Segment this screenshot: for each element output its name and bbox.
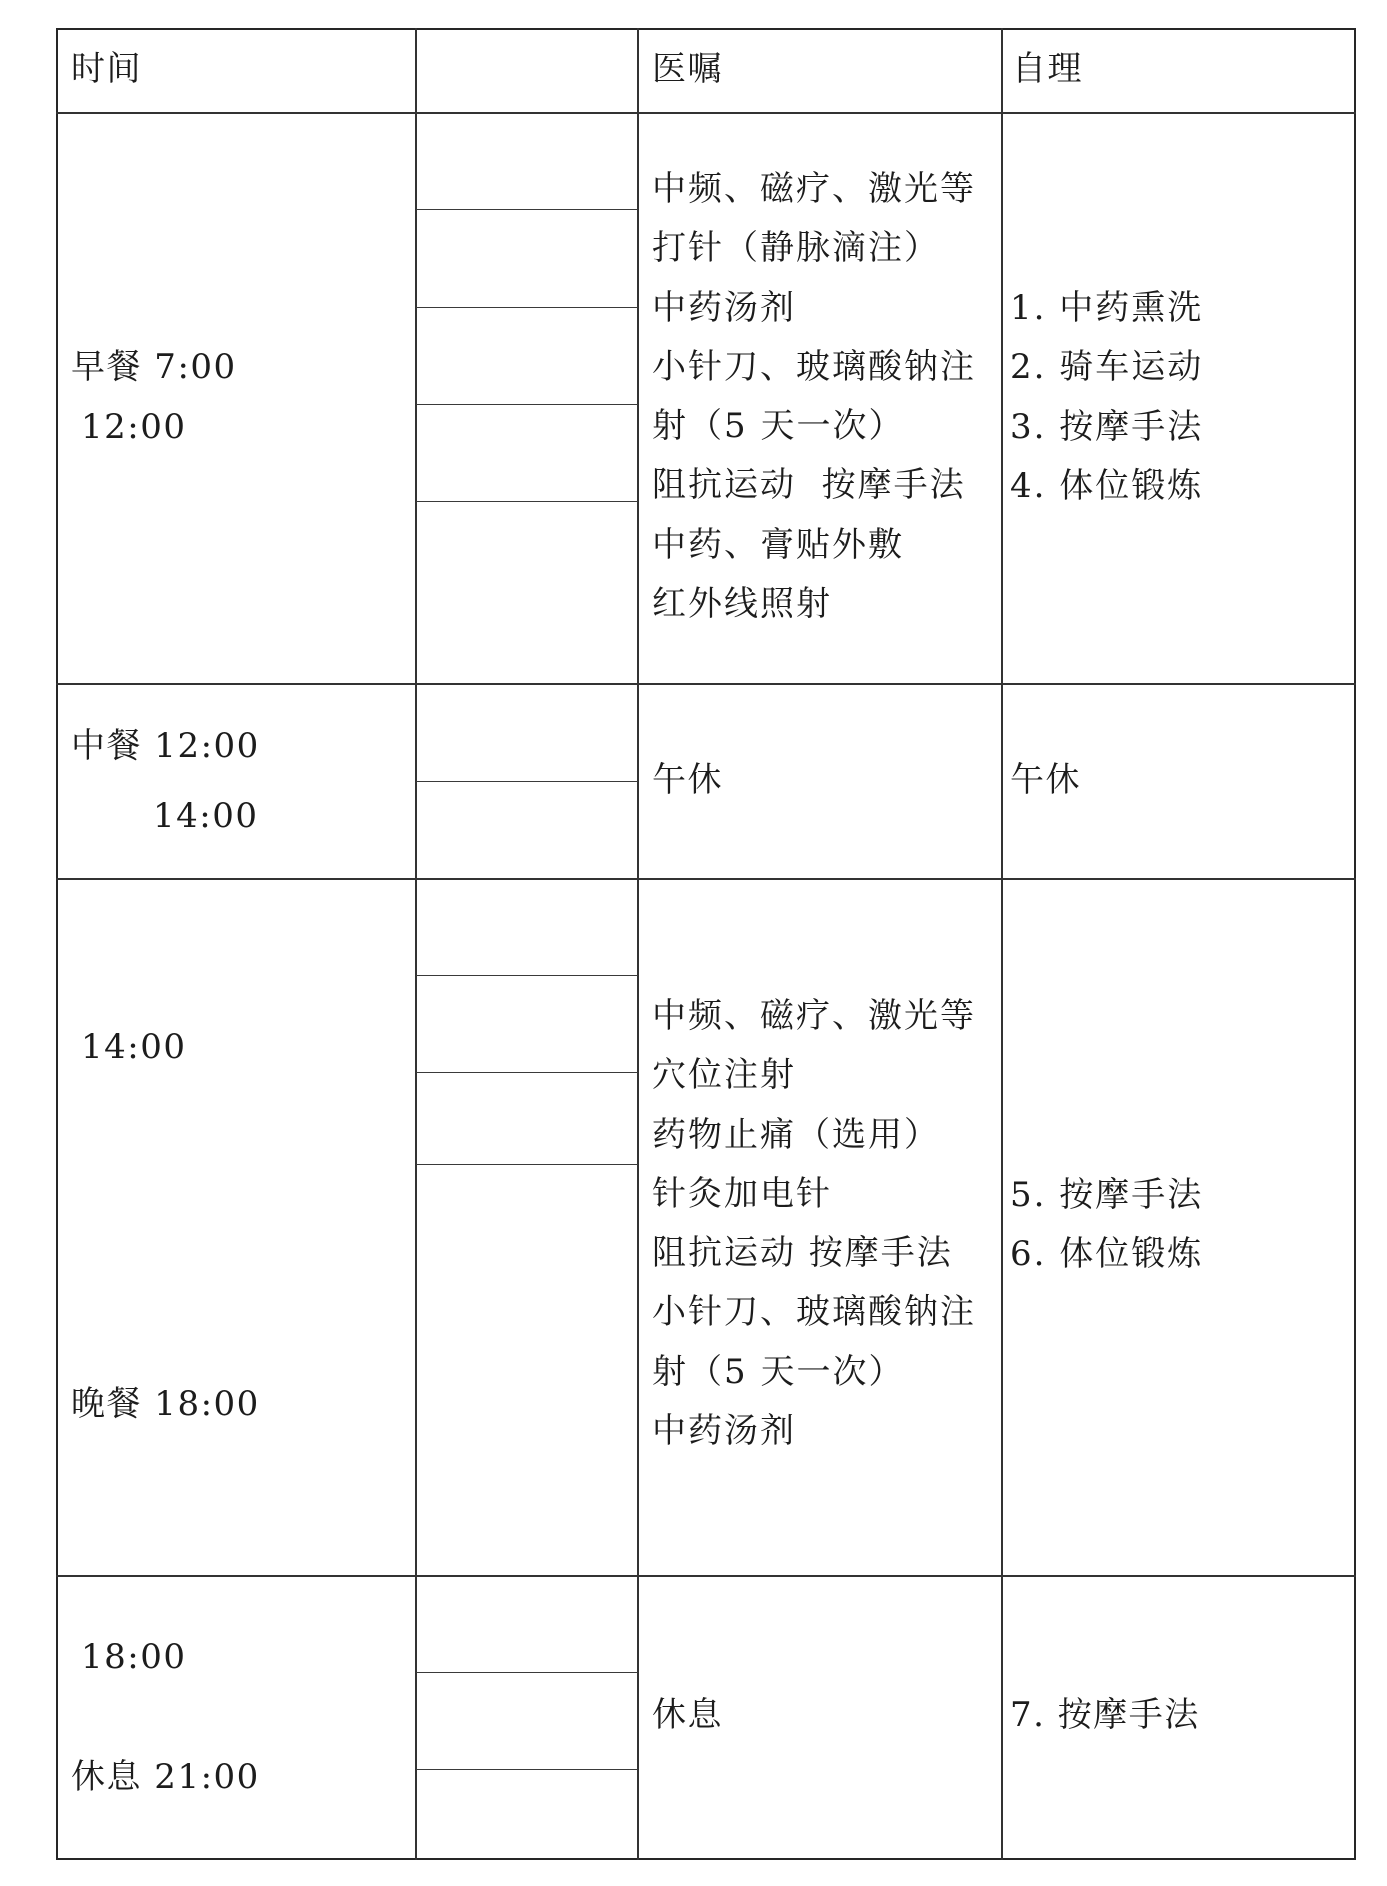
self-care-item: 7. 按摩手法 [1010,1695,1200,1735]
column-divider [1001,28,1003,1860]
order-item: 中药、膏贴外敷 [652,524,904,565]
slot-divider [416,1072,638,1073]
row-divider [56,878,1356,880]
order-item: 穴位注射 [652,1055,796,1096]
time-label: 18:00 [81,1637,187,1677]
order-item: 阻抗运动 按摩手法 [652,1233,953,1274]
order-item: 中药汤剂 [652,1411,796,1452]
self-care-item: 2. 骑车运动 [1010,347,1204,388]
slot-divider [416,781,638,782]
order-item: 射（5 天一次） [652,1351,905,1392]
self-care-item: 6. 体位锻炼 [1010,1234,1204,1275]
self-care-list [1010,279,1203,516]
order-item: 针灸加电针 [652,1173,832,1214]
header-time: 时间 [71,49,142,89]
order-item: 药物止痛（选用） [652,1114,940,1155]
time-label: 14:00 [153,796,259,836]
header-row-divider [56,112,1356,114]
column-divider [415,28,417,1860]
time-label: 中餐 12:00 [71,726,260,766]
slot-divider [416,209,638,210]
column-divider [637,28,639,1860]
slot-divider [416,404,638,405]
self-care-item: 午休 [1010,760,1081,800]
self-care-list [1010,1166,1203,1285]
slot-divider [416,501,638,502]
slot-divider [416,307,638,308]
order-item: 射（5 天一次） [652,406,905,447]
order-item: 小针刀、玻璃酸钠注 [652,1292,976,1333]
time-label: 12:00 [81,407,187,447]
row-divider [56,683,1356,685]
slot-divider [416,1164,638,1165]
order-item: 打针（静脉滴注） [652,228,940,269]
time-label: 早餐 7:00 [71,347,237,387]
self-care-item: 3. 按摩手法 [1010,406,1204,447]
self-care-item: 1. 中药熏洗 [1010,288,1204,328]
row-divider [56,1575,1356,1577]
time-label: 休息 21:00 [71,1757,260,1797]
order-item: 阻抗运动 按摩手法 [652,465,966,506]
self-care-item: 4. 体位锻炼 [1010,465,1204,506]
orders-list [652,160,976,634]
time-label: 晚餐 18:00 [71,1384,260,1424]
order-item: 红外线照射 [652,584,832,625]
order-item: 中频、磁疗、激光等 [652,169,976,209]
slot-divider [416,1672,638,1673]
slot-divider [416,975,638,976]
order-item: 中频、磁疗、激光等 [652,996,976,1036]
order-item: 午休 [652,760,723,800]
order-item: 休息 [652,1695,723,1735]
time-label: 14:00 [81,1027,187,1067]
header-self-care: 自理 [1012,49,1083,89]
orders-list [652,987,976,1461]
order-item: 小针刀、玻璃酸钠注 [652,346,976,387]
order-item: 中药汤剂 [652,287,796,328]
header-orders: 医嘱 [652,49,723,89]
slot-divider [416,1769,638,1770]
self-care-item: 5. 按摩手法 [1010,1175,1204,1215]
